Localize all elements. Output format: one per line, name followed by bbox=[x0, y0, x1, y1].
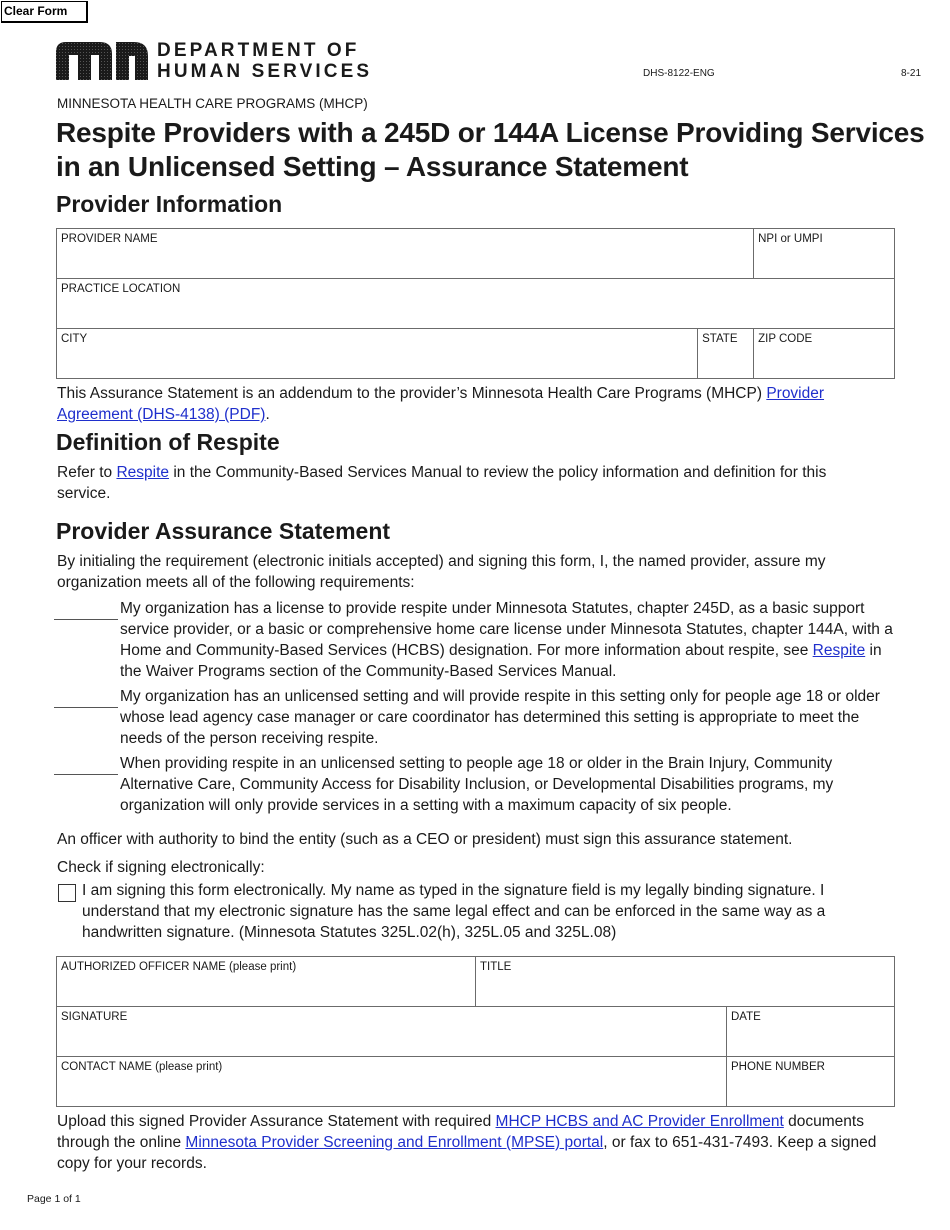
respite-waiver-link[interactable]: Respite bbox=[812, 642, 866, 659]
phone-label: PHONE NUMBER bbox=[731, 1061, 825, 1073]
assurance-heading: Provider Assurance Statement bbox=[56, 518, 391, 544]
program-name: MINNESOTA HEALTH CARE PROGRAMS (MHCP) bbox=[57, 96, 368, 111]
dept-name: DEPARTMENT OF HUMAN SERVICES bbox=[157, 40, 373, 82]
assurance-intro: By initialing the requirement (electronic initials accepted) and signing this form, I, the named provider, assure my organization meets all of the following requirements: bbox=[57, 553, 826, 591]
initials-field-1[interactable] bbox=[54, 598, 118, 620]
respite-link[interactable]: Respite bbox=[116, 464, 170, 481]
signature-table bbox=[56, 956, 895, 1107]
officer-name-field[interactable] bbox=[57, 957, 476, 1007]
clear-form-button[interactable]: Clear Form bbox=[1, 1, 88, 23]
definition-text: Refer to Respite in the Community-Based Services Manual to review the policy information and definition for this service. bbox=[57, 464, 827, 502]
provider-name-label: PROVIDER NAME bbox=[61, 233, 158, 245]
page-title: Respite Providers with a 245D or 144A License Providing Services in an Unlicensed Setting – Assurance Statement bbox=[56, 117, 925, 182]
date-label: DATE bbox=[731, 1011, 761, 1023]
mpse-portal-link[interactable]: Minnesota Provider Screening and Enrollment (MPSE) portal bbox=[185, 1134, 604, 1151]
city-field[interactable] bbox=[57, 329, 698, 379]
npi-field[interactable] bbox=[754, 229, 895, 279]
enrollment-link[interactable]: MHCP HCBS and AC Provider Enrollment bbox=[495, 1113, 784, 1130]
city-label: CITY bbox=[61, 333, 88, 345]
signature-field[interactable] bbox=[57, 1007, 727, 1057]
check-label: Check if signing electronically: bbox=[57, 859, 265, 876]
esign-checkbox[interactable] bbox=[58, 884, 76, 902]
provider-name-field[interactable] bbox=[57, 229, 754, 279]
contact-name-field[interactable] bbox=[57, 1057, 727, 1107]
mn-logo-icon bbox=[56, 40, 148, 80]
dhs-logo bbox=[56, 40, 373, 85]
page-number: Page 1 of 1 bbox=[27, 1193, 81, 1205]
addendum-text: This Assurance Statement is an addendum to the provider’s Minnesota Health Care Programs (MHCP) Provider Agreement (DHS-4138) (PDF). bbox=[57, 385, 825, 423]
practice-location-label: PRACTICE LOCATION bbox=[61, 283, 181, 295]
requirement-1-text: My organization has a license to provide respite under Minnesota Statutes, chapter 245D, as a basic support service provider, or a basic or comprehensive home care license under Minnesota Statutes, chapter 144A, with a Home and Community-Based Services (HCBS) designation. For more information about respite, see Respite in the Waiver Programs section of the Community-Based Services Manual. bbox=[120, 600, 893, 680]
initials-field-2[interactable] bbox=[54, 686, 118, 708]
state-label: STATE bbox=[702, 333, 738, 345]
contact-name-label: CONTACT NAME (please print) bbox=[61, 1061, 223, 1073]
definition-heading: Definition of Respite bbox=[56, 429, 280, 455]
provider-agreement-link[interactable]: Provider Agreement (DHS-4138) (PDF) bbox=[57, 385, 825, 423]
provider-info-heading: Provider Information bbox=[56, 191, 283, 217]
practice-location-field[interactable] bbox=[57, 279, 895, 329]
npi-label: NPI or UMPI bbox=[758, 233, 823, 245]
initials-field-3[interactable] bbox=[54, 753, 118, 775]
form-date: 8-21 bbox=[901, 68, 922, 79]
officer-name-label: AUTHORIZED OFFICER NAME (please print) bbox=[61, 961, 297, 973]
esign-text: I am signing this form electronically. My name as typed in the signature field is my legally binding signature. I understand that my electronic signature has the same legal effect and can be enforced in the same way as a handwritten signature. (Minnesota Statutes 325L.02(h), 325L.05 and 325L.08) bbox=[82, 882, 826, 941]
zip-label: ZIP CODE bbox=[758, 333, 813, 345]
provider-info-table bbox=[56, 228, 895, 379]
zip-field[interactable] bbox=[754, 329, 895, 379]
requirement-2-text: My organization has an unlicensed setting and will provide respite in this setting only for people age 18 or older whose lead agency case manager or care coordinator has determined this setting is appropriate to meet the needs of the person receiving respite. bbox=[120, 688, 880, 747]
title-label: TITLE bbox=[480, 961, 512, 973]
officer-text: An officer with authority to bind the entity (such as a CEO or president) must sign this assurance statement. bbox=[57, 831, 793, 848]
phone-field[interactable] bbox=[727, 1057, 895, 1107]
form-id: DHS-8122-ENG bbox=[643, 68, 715, 79]
requirement-3-text: When providing respite in an unlicensed setting to people age 18 or older in the Brain Injury, Community Alternative Care, Community Access for Disability Inclusion, or Developmental Disabilities programs, my organization will only provide services in a setting with a maximum capacity of six people. bbox=[120, 755, 834, 814]
upload-text: Upload this signed Provider Assurance Statement with required MHCP HCBS and AC Provider Enrollment documents through the online Minnesota Provider Screening and Enrollment (MPSE) portal, or fax to 651-431-7493. Keep a signed copy for your records. bbox=[57, 1113, 877, 1172]
state-field[interactable] bbox=[698, 329, 754, 379]
title-field[interactable] bbox=[476, 957, 895, 1007]
signature-label: SIGNATURE bbox=[61, 1011, 128, 1023]
date-field[interactable] bbox=[727, 1007, 895, 1057]
